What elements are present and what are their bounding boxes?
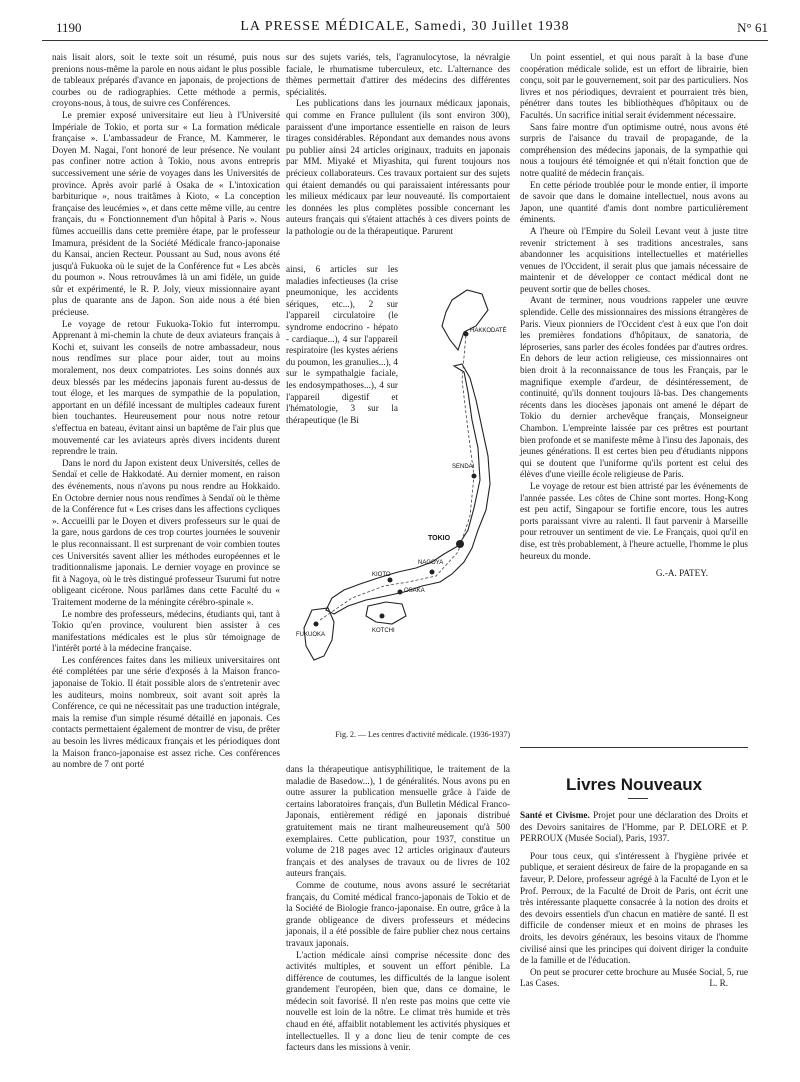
figure-caption: Fig. 2. — Les centres d'activité médicale. (1936-1937) — [335, 730, 510, 739]
route-line — [320, 334, 474, 620]
map-label: TOKIO — [428, 535, 451, 542]
city-dot — [314, 622, 319, 627]
map-label: NAGOYA — [418, 560, 444, 566]
section-divider — [520, 747, 748, 748]
city-dot — [388, 578, 393, 583]
paragraph: Le premier exposé universitaire eut lieu à l'Université Impériale de Tokio, et porta sur « La formation médicale française ». L'ambassadeur de France, M. Kammerer, le Doyen M. Nagai, l'ont honoré de leur présence. Ne voulant pas confiner notre action à Tokio, nous avons entrepris successivement une série de voyages dans les Universités de province. Après avoir parlé à Osaka de « L'intoxication barbiturique », nous traitâmes à Kioto, « La conception française des leucémies », et dans cette même ville, au centre français, du « Fonctionnement d'un hôpital à Paris ». Nous fûmes accueillis dans cette première étape, par le professeur Imamura, président de la Société Médicale franco-japonaise du Kansai, ancien Recteur. Poussant au Sud, nous avons été jusqu'à Fukuoka où le sujet de la Conférence fut « Les abcès du poumon ». Nous retrouvâmes là un ami fidèle, un guide sûr et expérimenté, le R. P. Joly, vieux missionnaire ayant plus de quarante ans de Japon. Son aide nous a été bien précieuse. — [52, 109, 280, 318]
paragraph: Avant de terminer, nous voudrions rappeler une œuvre splendide. Celle des missionnaires des missions étrangères de Paris. Vieux pionniers de l'Occident c'est à eux que l'on doit les premières fondations d'hôpitaux, de sanatoria, de léproseries, sans parler des écoles fondées par d'autres ordres. En dehors de leur action religieuse, ces missionnaires ont bien droit à la reconnaissance de tous les Français, par le magnifique exemple d'ardeur, de désintéressement, de continuité, qu'ils donnent toujours là-bas. Des changements récents dans les diocèses japonais ont amené le départ de Tokio du dernier archevêque français, Monseigneur Chambon. L'empreinte laissée par ces prêtres est pourtant bien profonde et se manifeste même à l'insu des Japonais, des jeunes générations. Il est certes bien peu d'étudiants nippons qui se doutent que l'uniforme qu'ils portent est celui des élèves d'une vieille école religieuse de Paris. — [520, 295, 748, 480]
paragraph: sur des sujets variés, tels, l'agranulocytose, la névralgie faciale, le rhumatisme tuberculeux, etc. L'alternance des thèmes permettait d'attirer des médecins des différentes spécialités. — [286, 52, 510, 97]
city-dot — [472, 474, 477, 479]
city-dot — [456, 540, 464, 548]
city-dot — [464, 332, 469, 337]
review-reference: Projet pour une déclaration des Droits et des Devoirs sanitaires de l'Homme, par P. DELORE et P. PERROUX (Musée Social), Paris, 1937. — [520, 810, 748, 844]
paragraph: Comme de coutume, nous avons assuré le secrétariat français, du Comité médical franco-japonais de Tokio et de la Société de Biologie franco-japonaise. En outre, grâce à la grande obligeance de divers professeurs et médecins japonais, il a été possible de faire publier chez nous certains travaux japonais. — [286, 879, 510, 948]
column-2-narrow: ainsi, 6 articles sur les maladies infectieuses (la crise pneumonique, les accidents sériques, etc...), 2 sur l'appareil circulatoire (le syndrome endocrino - hépato - cardiaque...), 4 sur l'appareil respiratoire (les kystes aériens du poumon, les granulies...), 4 sur le sympathalgie faciale, les endosympathoses...), 4 sur l'appareil digestif et l'hématologie, 3 sur la thérapeutique (le Bi — [286, 264, 398, 425]
paragraph: Les conférences faites dans les milieux universitaires ont été complétées par une série d'exposés à la Maison franco-japonaise de Tokio. Il était possible alors de s'entretenir avec les auditeurs, moins nombreux, soit avant soit après la Conférence, ce qui ne nécessitait pas une traduction intégrale, mais la remise d'un simple résumé détaillé en japonais. Ces contacts permettaient également de montrer de visu, de prêter au besoin les livres médicaux français et les périodiques dont la Maison franco-japonaise est assez riche. Ces conférences au nombre de 7 ont porté — [52, 654, 280, 770]
page-number: 1190 — [56, 20, 82, 35]
map-label: KOTCHI — [372, 628, 395, 634]
city-dot — [398, 590, 403, 595]
review-body: Pour tous ceux, qui s'intéressent à l'hygiène privée et publique, et seraient désireux de faire de la propagande en sa faveur, P. Delore, professeur agrégé à la Faculté de Lyon et le Prof. Perroux, de la Faculté de Droit de Paris, ont écrit une très intéressante plaquette consacrée à la notion des droits et des devoirs essentiels d'un chacun en matière de santé. Il est difficile de condenser mieux et en moins de phrases les droits, les devoirs généraux, les besoins vitaux de l'homme civilisé ainsi que les principes qui doivent diriger la conduite de la famille et de l'éducation. — [520, 850, 748, 966]
review-heading — [520, 810, 748, 845]
issue-number: N° 61 — [737, 20, 768, 35]
paragraph: Dans le nord du Japon existent deux Universités, celles de Sendaï et celle de Hakkodaté. Au dernier moment, en raison des événements, nous n'avons pu nous rendre au Hokkaido. En Octobre dernier nous nous rendîmes à Sendaï où le thème de la Conférence fut « Les crises dans les affections cycliques ». Accueilli par le Doyen et divers professeurs sur le quai de la gare, nous gardons de ces trop courtes journées le souvenir le plus reconnaissant. Il est surprenant de voir combien toutes ces Universités savent allier les méthodes européennes et le traditionnalisme japonais. Le dernier voyage en province se fit à Nagoya, où le très distingué professeur Tsurumi fut notre obligeant cicérone. Nous parlâmes dans cette Faculté du « Traitement moderne de la méningite cérébro-spinale ». — [52, 457, 280, 607]
city-dot — [430, 570, 435, 575]
paragraph: Le voyage de retour est bien attristé par les événements de l'année passée. Les côtes de Chine sont mortes. Hong-Kong est peu actif, Singapour se fortifie encore, tous les autres ports paraissant vivre au ralenti. Il faut parvenir à Marseille pour retrouver un sentiment de vie. Le Français, quoi qu'il en dise, est très probablement, à l'heure actuelle, l'homme le plus heureux du monde. — [520, 480, 748, 561]
page-header — [42, 18, 768, 41]
section-title: Livres Nouveaux — [565, 775, 703, 794]
closing-text: On peut se procurer cette brochure au Musée Social, 5, rue Las Cases. — [520, 966, 748, 989]
author-signature: G.-A. PATEY. — [655, 568, 708, 579]
column-2-top — [286, 52, 510, 262]
review-initials: L. R. — [709, 978, 728, 989]
journal-title: LA PRESSE MÉDICALE, Samedi, 30 Juillet 1938 — [240, 19, 570, 34]
paragraph: Les publications dans les journaux médicaux japonais, qui comme en France pullulent (ils sont environ 300), paraissent d'une importance essentielle en raison de leurs tirages considérables. Répondant aux demandes nous avons pu publier ainsi 24 articles originaux, traduits en japonais par MM. Miyaké et Miyashita, qui furent toujours nos précieux collaborateurs. Ces travaux portaient sur des sujets qui étaient demandés ou qui paraissaient intéressants pour les milieux médicaux par leur nouveauté. Ils comportaient les données les plus complètes possible concernant les auteurs français qui s'étaient attachés à ces divers points de la pathologie ou de la thérapeutique. Parurent — [286, 98, 510, 236]
paragraph: Le voyage de retour Fukuoka-Tokio fut interrompu. Apprenant à mi-chemin la chute de deux aviateurs français à Kochi et, suivant les conseils de notre ambassadeur, nous nous rendîmes sur place pour aider, tout au moins moralement, nos deux compatriotes. Les soins donnés aux deux blessés par les médecins japonais furent au-dessus de tout éloge, et les marques de sympathie de la population, apportant en un défilé incessant de multiples cadeaux furent bien touchantes. Heureusement pour nous notre retour s'effectua en bateau, évitant ainsi un baptême de l'air plus que mouvementé car les aviateurs après divers incidents durent reprendre le train. — [52, 318, 280, 457]
map-label: OSAKA — [404, 588, 425, 594]
map-label: FUKUOKA — [296, 632, 326, 638]
column-1 — [52, 52, 280, 1062]
paragraph: En cette période troublée pour le monde entier, il importe de savoir que dans le domaine intellectuel, nous avons au Japon, une quantité d'amis dont nombre particulièrement éminents. — [520, 179, 748, 225]
paragraph: nais lisait alors, soit le texte soit un résumé, puis nous prenions nous-même la parole en nous aidant le plus possible de tableaux préparés d'avance en japonais, de projections de courbes ou de radiographies. Cette méthode a permis, croyons-nous, à tous, de suivre ces Conférences. — [52, 52, 280, 109]
review-closing — [520, 967, 748, 990]
book-review — [520, 810, 748, 1050]
paragraph: Le nombre des professeurs, médecins, étudiants qui, tant à Tokio qu'en province, voulurent bien assister à ces manifestations médicales est le plus sûr témoignage de l'intérêt porté à la médecine française. — [52, 608, 280, 654]
paragraph: Sans faire montre d'un optimisme outré, nous avons été surpris de l'aisance du travail de propagande, de la compréhension des médecins japonais, de la sympathie qui nous a toujours été témoignée et qui n'était fonction que de notre qualité de médecin français. — [520, 121, 748, 178]
column-2-bottom — [286, 764, 510, 1064]
honshu-outline — [326, 364, 490, 614]
paragraph: dans la thérapeutique antisyphilitique, le traitement de la maladie de Basedow...), 1 de généralités. Nous avons pu en outre assurer la publication mensuelle grâce à l'aide de certains laboratoires français, d'un Bulletin Médical Franco-Japonais, entièrement rédigé en japonais distribué gratuitement mais ne tirant malheureusement qu'à 500 exemplaires. Cette publication, pour 1937, constitue un volume de 218 pages avec 12 articles originaux d'auteurs français et des analyses de travaux ou de livres de 102 auteurs français. — [286, 764, 510, 879]
map-label: HAKKODATÉ — [470, 328, 507, 334]
map-label: KIOTO — [372, 572, 391, 578]
column-3 — [520, 52, 748, 752]
paragraph: A l'heure où l'Empire du Soleil Levant veut à juste titre revenir strictement à ses traditions ancestrales, sans abandonner les acquisitions intellectuelles et matérielles venues de l'Occident, il serait plus que jamais nécessaire de maintenir et de développer ce contact médical dont ne peuvent sortir que de belles choses. — [520, 225, 748, 294]
japan-map — [282, 280, 514, 700]
paragraph: Un point essentiel, et qui nous paraît à la base d'une coopération médicale solide, est un effort de librairie, bien conçu, soit par le gouvernement, soit par des particuliers. Nos livres et nos périodiques, devraient et pourraient très bien, pénétrer dans toutes les bibliothèques d'hôpitaux ou de Facultés. Un sacrifice initial serait évidemment nécessaire. — [520, 52, 748, 120]
map-label: SENDAI — [452, 464, 475, 470]
shikoku-outline — [366, 602, 406, 624]
title-underline — [628, 798, 648, 799]
review-title: Santé et Civisme. — [520, 810, 590, 820]
paragraph: L'action médicale ainsi comprise nécessite donc des activités multiples, et souvent un effort pénible. La différence de coutumes, les difficultés de la langue isolent grandement l'européen, bien que, dans ce domaine, le médecin soit favorisé. Il n'en reste pas moins que cette vie nouvelle est loin de la nôtre. Le climat très humide et très chaud en été, affaiblit notablement les activités physiques et intellectuelles. Il y a donc lieu de tenir compte de ces facteurs dans les missions à venir. — [286, 949, 510, 1053]
city-dot — [380, 614, 385, 619]
